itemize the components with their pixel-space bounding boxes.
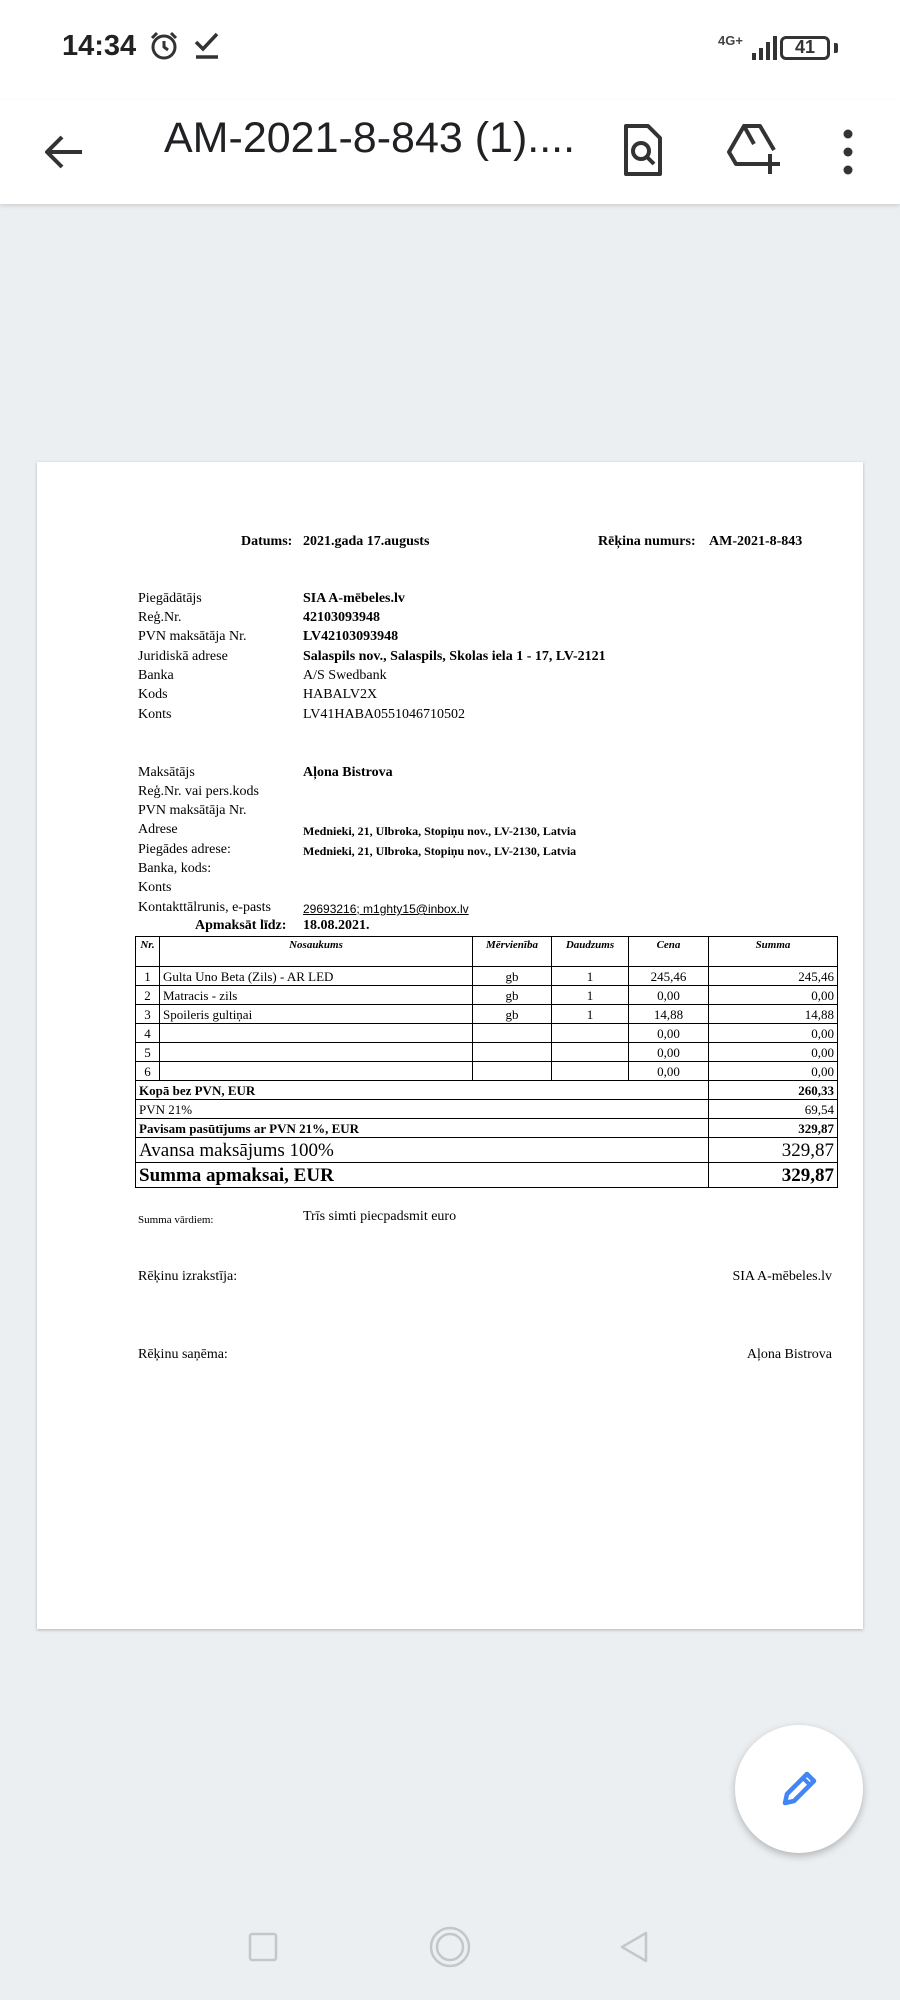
cell-unit — [473, 1024, 552, 1043]
table-row — [136, 986, 838, 1005]
issued-by-value: SIA A-mēbeles.lv — [732, 1269, 832, 1284]
cell-name — [160, 1024, 473, 1043]
cell-name: Spoileris gultiņai — [160, 1005, 473, 1024]
cell-price: 0,00 — [629, 986, 709, 1005]
bank-code-value: HABALV2X — [303, 687, 378, 702]
cell-nr: 4 — [136, 1024, 160, 1043]
payer-reg-label: Reģ.Nr. vai pers.kods — [138, 784, 259, 799]
table-row — [136, 1024, 838, 1043]
back-triangle-icon[interactable] — [618, 1930, 650, 1964]
cell-qty: 1 — [552, 1005, 629, 1024]
cell-sum: 14,88 — [709, 1005, 838, 1024]
amount-due-value: 329,87 — [709, 1163, 838, 1188]
table-row — [136, 967, 838, 986]
reg-nr-label: Reģ.Nr. — [138, 610, 182, 625]
payer-address-label: Adrese — [138, 822, 178, 837]
cell-sum: 245,46 — [709, 967, 838, 986]
received-by-value: Aļona Bistrova — [746, 1347, 832, 1362]
payer-value: Aļona Bistrova — [303, 765, 393, 780]
cell-qty — [552, 1024, 629, 1043]
account-value: LV41HABA0551046710502 — [303, 707, 466, 722]
cell-qty: 1 — [552, 986, 629, 1005]
payer-bank-label: Banka, kods: — [138, 861, 212, 876]
payer-vat-label: PVN maksātāja Nr. — [138, 803, 247, 818]
add-to-drive-icon[interactable] — [726, 120, 782, 176]
bank-code-label: Kods — [138, 687, 168, 702]
cell-price: 0,00 — [629, 1024, 709, 1043]
cell-nr: 6 — [136, 1062, 160, 1081]
total-gross-value: 329,87 — [709, 1119, 838, 1138]
cell-qty — [552, 1043, 629, 1062]
recents-square-icon[interactable] — [248, 1932, 278, 1962]
battery-tip — [834, 43, 838, 53]
invoice-number-value: AM-2021-8-843 — [709, 534, 803, 549]
vat-nr-value: LV42103093948 — [303, 629, 399, 644]
cell-sum: 0,00 — [709, 1062, 838, 1081]
due-date-value: 18.08.2021. — [303, 918, 370, 933]
vat-label: PVN 21% — [136, 1100, 709, 1119]
cell-unit: gb — [473, 986, 552, 1005]
delivery-address-value: Mednieki, 21, Ulbroka, Stopiņu nov., LV-2130, Latvia — [303, 844, 577, 858]
amount-due-row — [136, 1163, 838, 1188]
home-circle-icon[interactable] — [428, 1925, 472, 1969]
cell-unit — [473, 1043, 552, 1062]
received-by-label: Rēķinu saņēma: — [138, 1347, 228, 1362]
vat-row — [136, 1100, 838, 1119]
cell-nr: 3 — [136, 1005, 160, 1024]
advance-payment-label: Avansa maksājums 100% — [136, 1138, 709, 1163]
advance-payment-row — [136, 1138, 838, 1163]
status-time: 14:34 — [62, 30, 137, 62]
payer-address-value: Mednieki, 21, Ulbroka, Stopiņu nov., LV-2130, Latvia — [303, 824, 577, 838]
col-header-nr: Nr. — [136, 937, 160, 967]
battery-level: 41 — [794, 37, 816, 57]
vat-value: 69,54 — [709, 1100, 838, 1119]
edit-fab-button[interactable] — [735, 1725, 863, 1853]
search-document-icon[interactable] — [620, 122, 664, 178]
cell-sum: 0,00 — [709, 1024, 838, 1043]
payer-label: Maksātājs — [138, 765, 195, 780]
more-vert-icon[interactable] — [840, 128, 856, 176]
cell-nr: 5 — [136, 1043, 160, 1062]
legal-address-value: Salaspils nov., Salaspils, Skolas iela 1 - 17, LV-2121 — [303, 649, 606, 664]
supplier-value: SIA A-mēbeles.lv — [303, 591, 405, 606]
col-header-name: Nosaukums — [160, 937, 473, 967]
cell-qty: 1 — [552, 967, 629, 986]
cell-nr: 1 — [136, 967, 160, 986]
col-header-unit: Mērvienība — [473, 937, 552, 967]
cell-name: Gulta Uno Beta (Zils) - AR LED — [160, 967, 473, 986]
pencil-edit-icon — [775, 1765, 823, 1813]
amount-in-words-value: Trīs simti piecpadsmit euro — [303, 1209, 457, 1224]
cell-nr: 2 — [136, 986, 160, 1005]
col-header-qty: Daudzums — [552, 937, 629, 967]
status-bar — [0, 0, 900, 100]
supplier-label: Piegādātājs — [138, 591, 202, 606]
table-row — [136, 1043, 838, 1062]
vat-nr-label: PVN maksātāja Nr. — [138, 629, 247, 644]
invoice-number-label: Rēķina numurs: — [598, 534, 696, 549]
table-header-row — [136, 937, 838, 967]
table-row — [136, 1062, 838, 1081]
cell-price: 245,46 — [629, 967, 709, 986]
document-title: AM-2021-8-843 (1).... — [164, 114, 576, 162]
bank-value: A/S Swedbank — [303, 668, 387, 683]
legal-address-label: Juridiskā adrese — [138, 649, 228, 664]
table-row — [136, 1005, 838, 1024]
cell-price: 14,88 — [629, 1005, 709, 1024]
issued-by-label: Rēķinu izrakstīja: — [138, 1269, 238, 1284]
items-table — [135, 936, 838, 1188]
date-label: Datums: — [241, 534, 293, 549]
back-arrow-icon[interactable] — [42, 130, 86, 174]
cell-name — [160, 1062, 473, 1081]
amount-in-words-label: Summa vārdiem: — [138, 1214, 214, 1226]
cell-unit — [473, 1062, 552, 1081]
alarm-icon — [148, 30, 180, 62]
total-gross-label: Pavisam pasūtījums ar PVN 21%, EUR — [136, 1119, 709, 1138]
account-label: Konts — [138, 707, 172, 722]
col-header-sum: Summa — [709, 937, 838, 967]
cell-unit: gb — [473, 967, 552, 986]
reg-nr-value: 42103093948 — [303, 610, 380, 625]
cell-name: Matracis - zils — [160, 986, 473, 1005]
battery-icon — [780, 36, 830, 60]
total-net-label: Kopā bez PVN, EUR — [136, 1081, 709, 1100]
network-type-label: 4G+ — [718, 33, 743, 48]
date-value: 2021.gada 17.augusts — [303, 534, 430, 549]
cell-unit: gb — [473, 1005, 552, 1024]
cell-qty — [552, 1062, 629, 1081]
due-date-label: Apmaksāt līdz: — [195, 918, 287, 933]
cell-sum: 0,00 — [709, 1043, 838, 1062]
bank-label: Banka — [138, 668, 174, 683]
col-header-price: Cena — [629, 937, 709, 967]
app-bar — [0, 100, 900, 204]
cell-price: 0,00 — [629, 1043, 709, 1062]
check-icon — [192, 30, 222, 62]
cell-sum: 0,00 — [709, 986, 838, 1005]
total-net-value: 260,33 — [709, 1081, 838, 1100]
total-net-row — [136, 1081, 838, 1100]
advance-payment-value: 329,87 — [709, 1138, 838, 1163]
invoice-document — [37, 462, 863, 1629]
cell-price: 0,00 — [629, 1062, 709, 1081]
signal-icon — [752, 36, 780, 60]
total-gross-row — [136, 1119, 838, 1138]
document-page[interactable] — [37, 462, 863, 1629]
cell-name — [160, 1043, 473, 1062]
contact-label: Kontakttālrunis, e-pasts — [138, 900, 271, 915]
delivery-address-label: Piegādes adrese: — [138, 842, 231, 857]
payer-account-label: Konts — [138, 880, 172, 895]
contact-value[interactable]: 29693216; m1ghty15@inbox.lv — [303, 902, 469, 916]
amount-due-label: Summa apmaksai, EUR — [136, 1163, 709, 1188]
